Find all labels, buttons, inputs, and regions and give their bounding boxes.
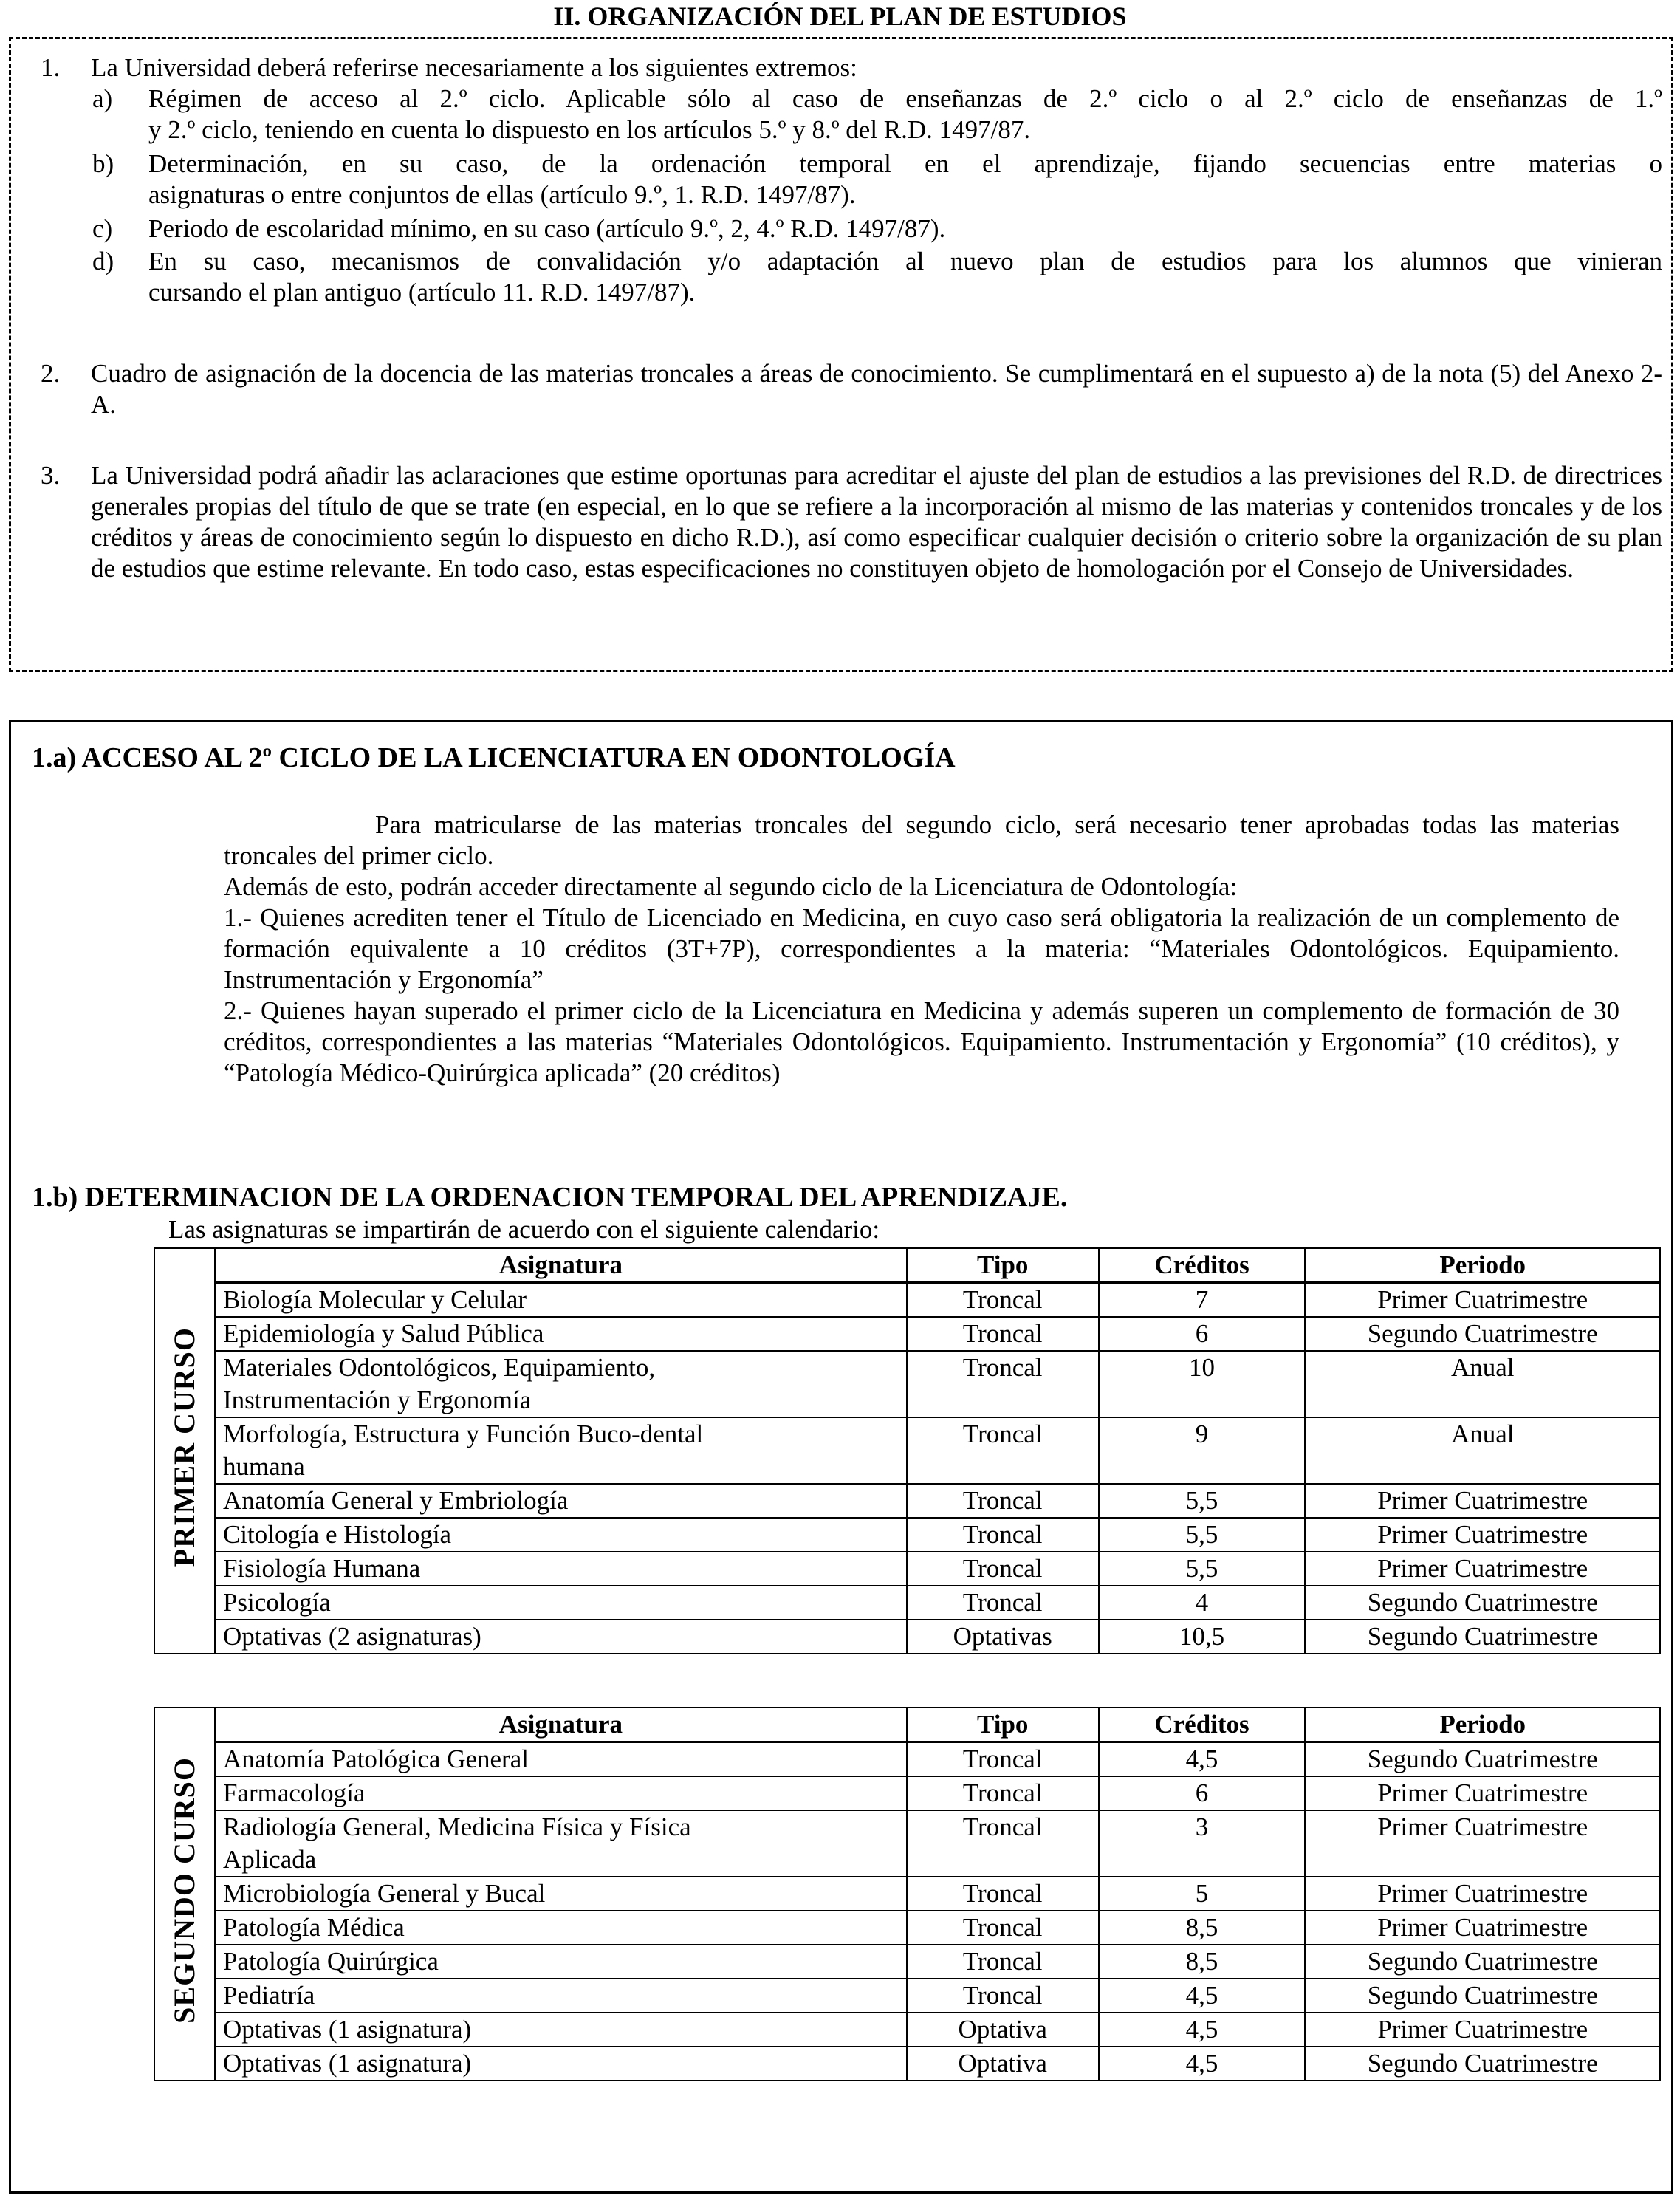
cell-asignatura: Optativas (1 asignatura): [215, 2013, 907, 2047]
cell-tipo: Troncal: [907, 1979, 1099, 2013]
cell-asignatura: [215, 1417, 907, 1484]
primer-curso-table: [154, 1247, 1661, 1654]
cell-creditos: 5,5: [1099, 1552, 1306, 1586]
table-header-row: [154, 1708, 1660, 1742]
table-row: [154, 2047, 1660, 2081]
cell-periodo: Segundo Cuatrimestre: [1305, 1945, 1660, 1979]
table-row: [154, 1776, 1660, 1810]
section-b-heading: 1.b) DETERMINACION DE LA ORDENACION TEMPORAL DEL APRENDIZAJE.: [32, 1182, 1068, 1213]
table-row: [154, 1317, 1660, 1351]
table-row: [154, 1742, 1660, 1777]
header-tipo: Tipo: [907, 1248, 1099, 1283]
cell-asignatura: Optativas (2 asignaturas): [215, 1620, 907, 1654]
cell-periodo: Primer Cuatrimestre: [1305, 1810, 1660, 1877]
cell-creditos: 10: [1099, 1351, 1306, 1417]
cell-periodo: Segundo Cuatrimestre: [1305, 1979, 1660, 2013]
cell-tipo: Troncal: [907, 1945, 1099, 1979]
section-a-paragraph-4: 2.- Quienes hayan superado el primer ciclo de la Licenciatura en Medicina y además superen un complemento de formación de 30 créditos, correspondientes a las materias “Materiales Odontológicos. Equipamiento. Instrumentación y Ergonomía” (10 créditos), y “Patología Médico-Quirúrgica aplicada” (20 créditos): [224, 996, 1619, 1087]
table-row: [154, 1810, 1660, 1877]
header-tipo: Tipo: [907, 1708, 1099, 1742]
content-box: [9, 720, 1673, 2194]
cell-asignatura: Citología e Histología: [215, 1518, 907, 1552]
primer-curso-label: PRIMER CURSO: [167, 1326, 201, 1567]
cell-creditos: 4,5: [1099, 1979, 1306, 2013]
table-row: [154, 2013, 1660, 2047]
cell-creditos: 6: [1099, 1776, 1306, 1810]
item-1b-label: b): [92, 149, 114, 178]
item-1c-label: c): [92, 214, 113, 243]
instructions-box: [9, 37, 1673, 672]
header-periodo: Periodo: [1305, 1248, 1660, 1283]
cell-asignatura: Optativas (1 asignatura): [215, 2047, 907, 2081]
table-row: [154, 1620, 1660, 1654]
item-1d-label: d): [92, 247, 114, 275]
cell-asignatura: Anatomía General y Embriología: [215, 1484, 907, 1518]
item-1d-line2: cursando el plan antiguo (artículo 11. R.D. 1497/87).: [148, 278, 696, 307]
section-a-paragraph-3: 1.- Quienes acrediten tener el Título de Licenciado en Medicina, en cuyo caso será obligatoria la realización de un complemento de formación equivalente a 10 créditos (3T+7P), correspondientes a la materia: “Materiales Odontológicos. Equipamiento. Instrumentación y Ergonomía”: [224, 903, 1619, 994]
cell-creditos: 5,5: [1099, 1484, 1306, 1518]
cell-periodo: Primer Cuatrimestre: [1305, 1518, 1660, 1552]
header-creditos: Créditos: [1099, 1708, 1306, 1742]
cell-periodo: Segundo Cuatrimestre: [1305, 1620, 1660, 1654]
cell-tipo: Troncal: [907, 1552, 1099, 1586]
section-b-intro: Las asignaturas se impartirán de acuerdo con el siguiente calendario:: [168, 1215, 880, 1244]
table-row: [154, 1877, 1660, 1911]
cell-asignatura-line1: Materiales Odontológicos, Equipamiento,: [222, 1353, 656, 1382]
cell-asignatura: Farmacología: [215, 1776, 907, 1810]
cell-creditos: 4: [1099, 1586, 1306, 1620]
section-title: II. ORGANIZACIÓN DEL PLAN DE ESTUDIOS: [553, 1, 1127, 31]
cell-periodo: Primer Cuatrimestre: [1305, 1283, 1660, 1318]
segundo-curso-label-cell: [154, 1708, 215, 2081]
item-1a-line1: Régimen de acceso al 2.º ciclo. Aplicable sólo al caso de enseñanzas de 2.º ciclo o al 2.º ciclo de enseñanzas de 1.º: [148, 84, 1662, 113]
section-a-heading: 1.a) ACCESO AL 2º CICLO DE LA LICENCIATURA EN ODONTOLOGÍA: [32, 742, 956, 773]
cell-creditos: 4,5: [1099, 1742, 1306, 1777]
cell-asignatura: Epidemiología y Salud Pública: [215, 1317, 907, 1351]
cell-asignatura: Psicología: [215, 1586, 907, 1620]
table-row: [154, 1283, 1660, 1318]
cell-asignatura: Pediatría: [215, 1979, 907, 2013]
section-a-paragraph-2: Además de esto, podrán acceder directamente al segundo ciclo de la Licenciatura de Odontología:: [224, 872, 1238, 901]
item-1a-label: a): [92, 84, 113, 113]
cell-tipo: Troncal: [907, 1776, 1099, 1810]
item-3-number: 3.: [41, 461, 61, 490]
cell-creditos: 7: [1099, 1283, 1306, 1318]
table-row: [154, 1417, 1660, 1484]
cell-creditos: 3: [1099, 1810, 1306, 1877]
table-row: [154, 1518, 1660, 1552]
cell-asignatura: Anatomía Patológica General: [215, 1742, 907, 1777]
cell-asignatura: Microbiología General y Bucal: [215, 1877, 907, 1911]
cell-asignatura-line2: Instrumentación y Ergonomía: [222, 1386, 532, 1414]
cell-periodo: Segundo Cuatrimestre: [1305, 1586, 1660, 1620]
cell-tipo: Troncal: [907, 1484, 1099, 1518]
cell-tipo: Troncal: [907, 1742, 1099, 1777]
item-1d-line1: En su caso, mecanismos de convalidación y/o adaptación al nuevo plan de estudios para los alumnos que vinieran: [148, 247, 1662, 275]
item-1c-line1: Periodo de escolaridad mínimo, en su caso (artículo 9.º, 2, 4.º R.D. 1497/87).: [148, 214, 946, 243]
cell-creditos: 9: [1099, 1417, 1306, 1484]
table-row: [154, 1945, 1660, 1979]
table-row: [154, 1484, 1660, 1518]
cell-tipo: Optativas: [907, 1620, 1099, 1654]
segundo-curso-table: [154, 1707, 1661, 2081]
cell-periodo: Segundo Cuatrimestre: [1305, 2047, 1660, 2081]
item-3-text: La Universidad podrá añadir las aclaraciones que estime oportunas para acreditar el ajuste del plan de estudios a las previsiones del R.D. de directrices generales propias del título de que se trate (en especial, en lo que se refiere a la incorporación al mismo de las materias y contenidos troncales y de los créditos y áreas de conocimiento según lo dispuesto en dicho R.D.), así como especificar cualquier decisión o criterio sobre la organización de su plan de estudios que estime relevante. En todo caso, estas especificaciones no constituyen objeto de homologación por el Consejo de Universidades.: [91, 461, 1662, 583]
item-1b-line1: Determinación, en su caso, de la ordenación temporal en el aprendizaje, fijando secuencias entre materias o: [148, 149, 1662, 178]
table-row: [154, 1552, 1660, 1586]
cell-periodo: Segundo Cuatrimestre: [1305, 1742, 1660, 1777]
cell-periodo: Primer Cuatrimestre: [1305, 1552, 1660, 1586]
cell-asignatura-line1: Morfología, Estructura y Función Buco-dental: [222, 1420, 704, 1448]
cell-asignatura-line2: humana: [222, 1452, 305, 1481]
cell-tipo: Optativa: [907, 2013, 1099, 2047]
cell-periodo: Primer Cuatrimestre: [1305, 1911, 1660, 1945]
item-2-number: 2.: [41, 359, 61, 388]
cell-periodo: Segundo Cuatrimestre: [1305, 1317, 1660, 1351]
header-asignatura: Asignatura: [215, 1708, 907, 1742]
cell-asignatura-line2: Aplicada: [222, 1845, 317, 1874]
cell-tipo: Troncal: [907, 1317, 1099, 1351]
cell-tipo: Troncal: [907, 1283, 1099, 1318]
cell-asignatura: [215, 1351, 907, 1417]
cell-asignatura: Fisiología Humana: [215, 1552, 907, 1586]
cell-asignatura-line1: Radiología General, Medicina Física y Física: [222, 1812, 691, 1841]
section-a-paragraph-1: Para matricularse de las materias troncales del segundo ciclo, será necesario tener aprobadas todas las materias troncales del primer ciclo.: [224, 810, 1619, 870]
header-asignatura: Asignatura: [215, 1248, 907, 1283]
cell-periodo: Primer Cuatrimestre: [1305, 1776, 1660, 1810]
cell-creditos: 8,5: [1099, 1911, 1306, 1945]
cell-tipo: Troncal: [907, 1518, 1099, 1552]
cell-asignatura: Biología Molecular y Celular: [215, 1283, 907, 1318]
cell-tipo: Troncal: [907, 1810, 1099, 1877]
cell-creditos: 4,5: [1099, 2013, 1306, 2047]
table-row: [154, 1911, 1660, 1945]
cell-creditos: 6: [1099, 1317, 1306, 1351]
table-row: [154, 1351, 1660, 1417]
table-header-row: [154, 1248, 1660, 1283]
primer-curso-label-cell: [154, 1248, 215, 1654]
cell-creditos: 4,5: [1099, 2047, 1306, 2081]
cell-periodo: Primer Cuatrimestre: [1305, 2013, 1660, 2047]
cell-asignatura: [215, 1810, 907, 1877]
table-row: [154, 1979, 1660, 2013]
cell-periodo: Anual: [1305, 1417, 1660, 1484]
cell-asignatura: Patología Médica: [215, 1911, 907, 1945]
cell-tipo: Troncal: [907, 1351, 1099, 1417]
header-periodo: Periodo: [1305, 1708, 1660, 1742]
cell-creditos: 10,5: [1099, 1620, 1306, 1654]
cell-periodo: Primer Cuatrimestre: [1305, 1877, 1660, 1911]
cell-tipo: Troncal: [907, 1877, 1099, 1911]
cell-tipo: Troncal: [907, 1911, 1099, 1945]
item-1-text: La Universidad deberá referirse necesariamente a los siguientes extremos:: [91, 53, 857, 82]
segundo-curso-label: SEGUNDO CURSO: [167, 1756, 201, 2024]
item-2-text: Cuadro de asignación de la docencia de las materias troncales a áreas de conocimiento. Se cumplimentará en el supuesto a) de la nota (5) del Anexo 2-A.: [91, 359, 1662, 419]
cell-creditos: 5: [1099, 1877, 1306, 1911]
cell-tipo: Troncal: [907, 1586, 1099, 1620]
cell-tipo: Optativa: [907, 2047, 1099, 2081]
cell-periodo: Primer Cuatrimestre: [1305, 1484, 1660, 1518]
header-creditos: Créditos: [1099, 1248, 1306, 1283]
cell-tipo: Troncal: [907, 1417, 1099, 1484]
cell-asignatura: Patología Quirúrgica: [215, 1945, 907, 1979]
cell-periodo: Anual: [1305, 1351, 1660, 1417]
item-1-number: 1.: [41, 53, 61, 82]
cell-creditos: 8,5: [1099, 1945, 1306, 1979]
cell-creditos: 5,5: [1099, 1518, 1306, 1552]
table-row: [154, 1586, 1660, 1620]
item-1b-line2: asignaturas o entre conjuntos de ellas (artículo 9.º, 1. R.D. 1497/87).: [148, 180, 856, 209]
item-1a-line2: y 2.º ciclo, teniendo en cuenta lo dispuesto en los artículos 5.º y 8.º del R.D. 1497/87.: [148, 115, 1031, 144]
